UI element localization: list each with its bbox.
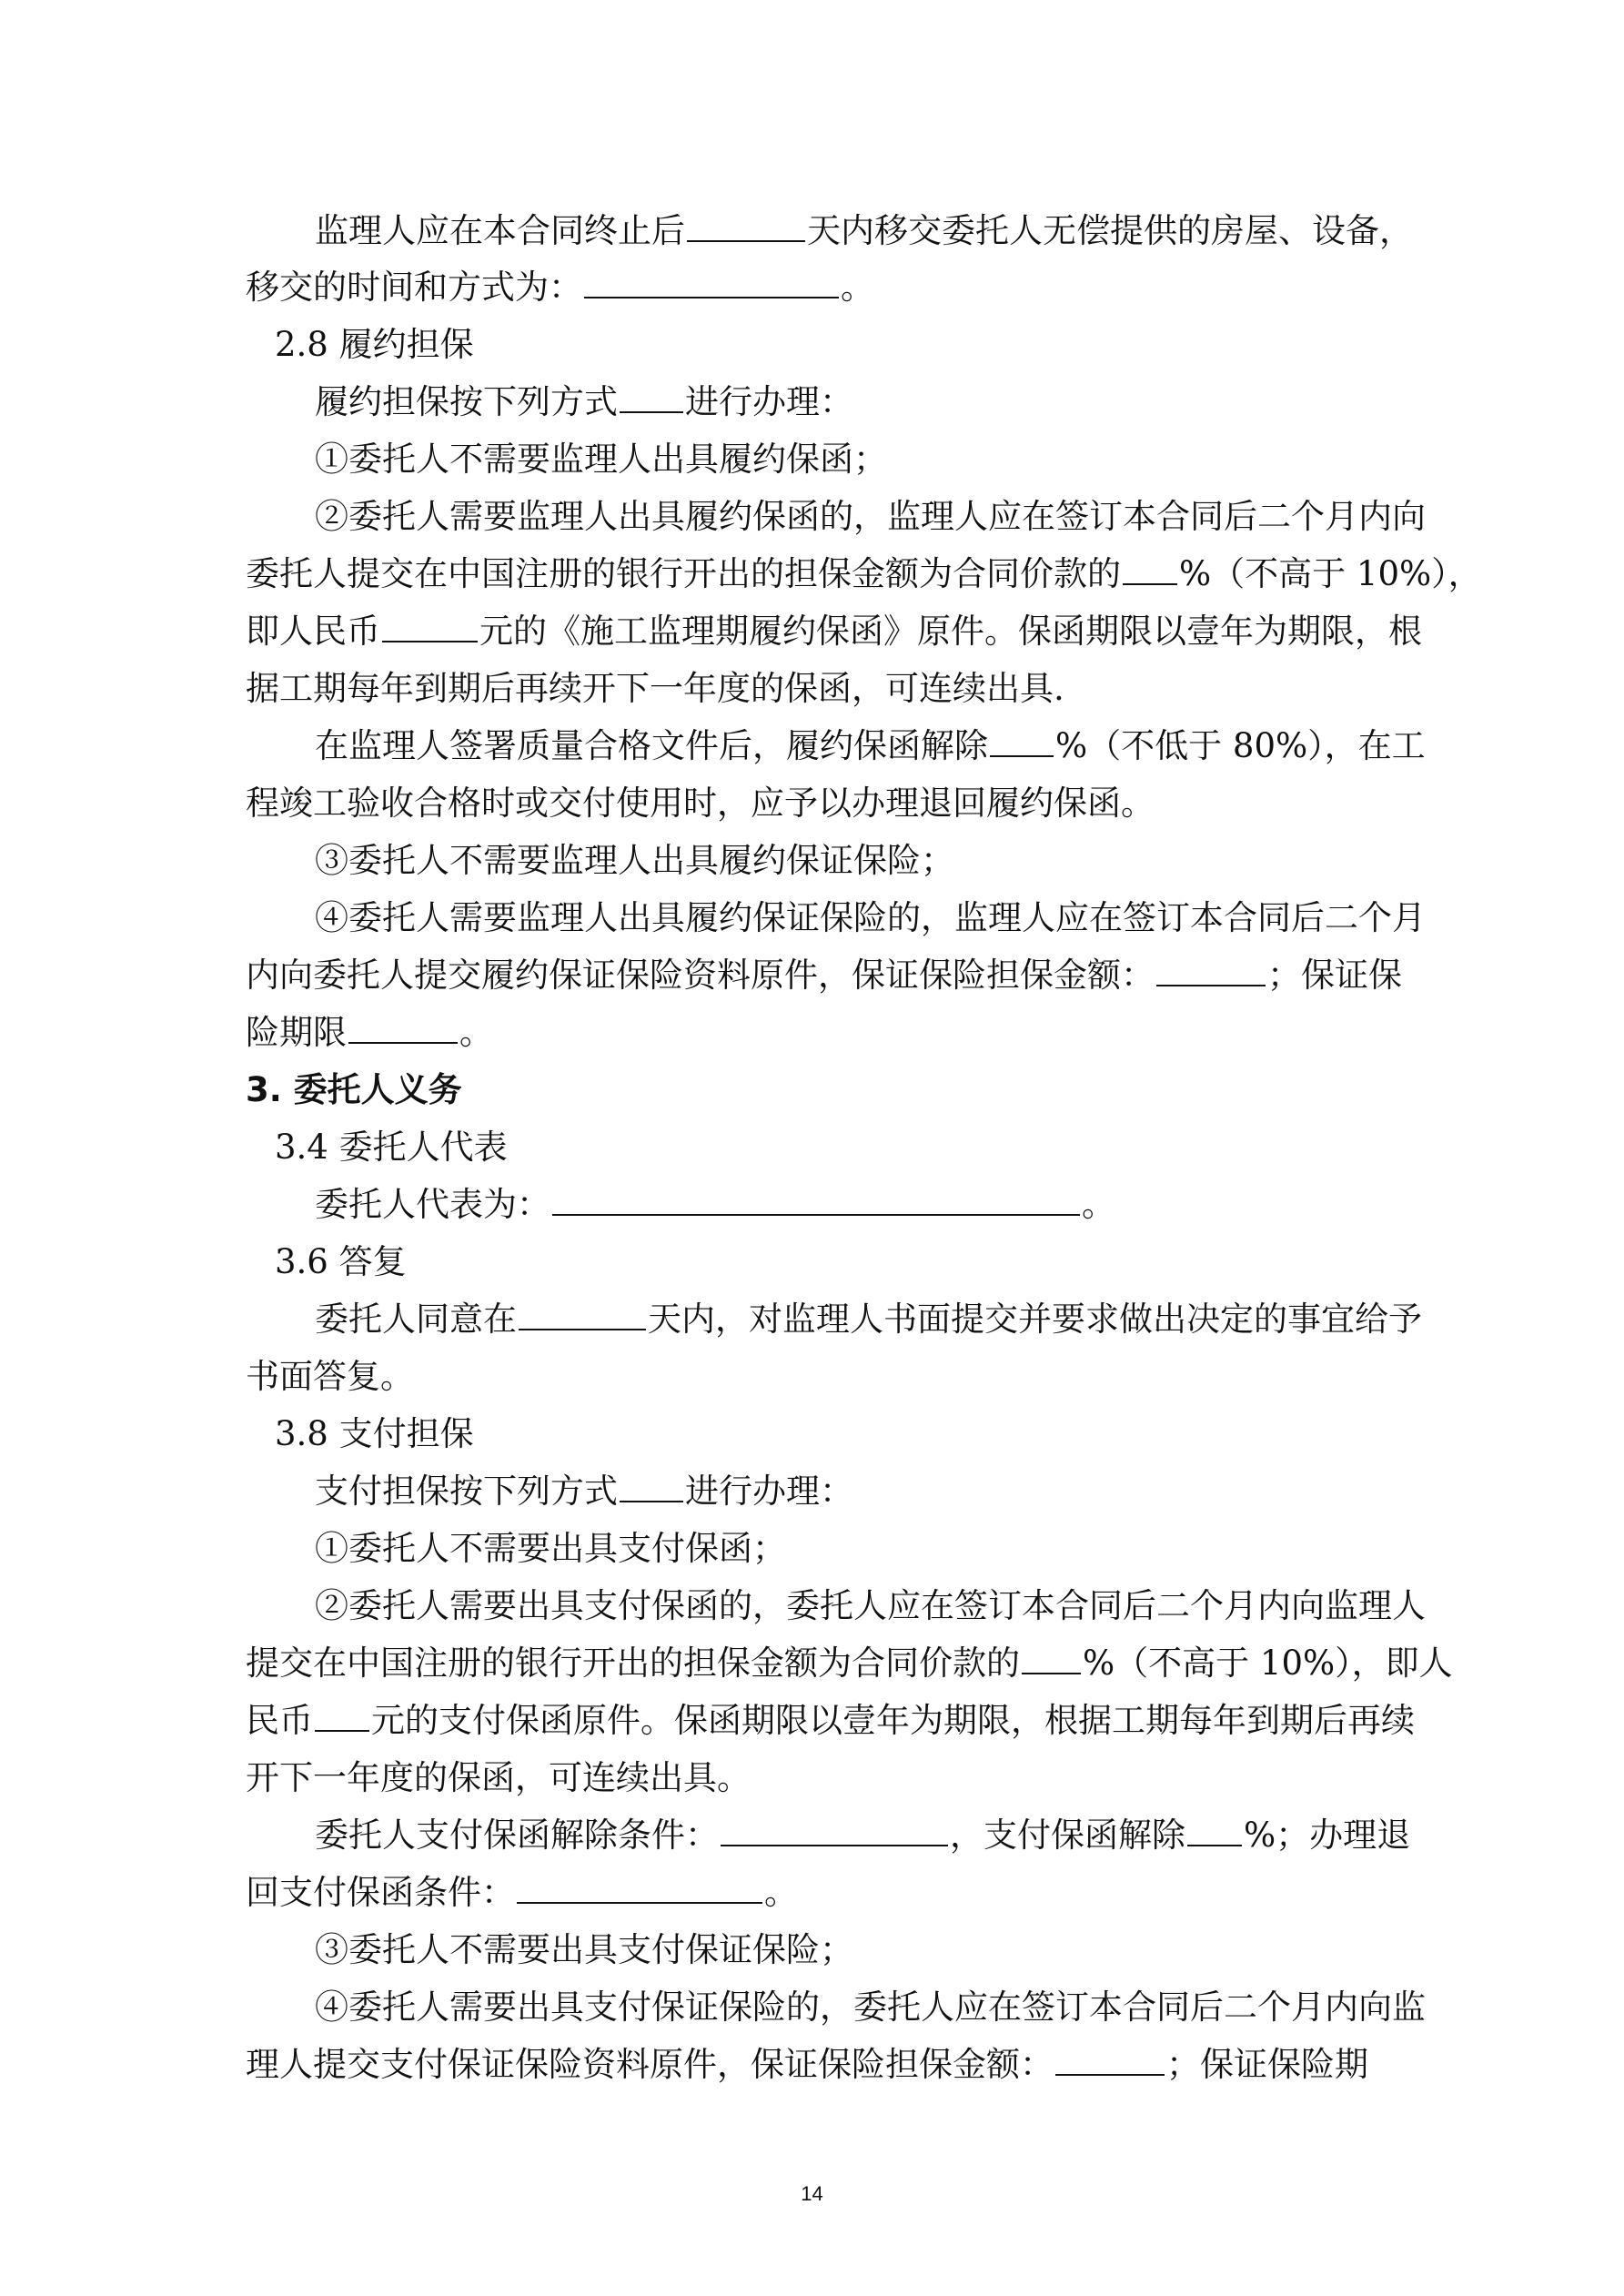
text-line (315, 1584, 1426, 1628)
text-line (246, 1871, 798, 1915)
text-segment: ③委托人不需要出具支付保证保险； (315, 1930, 853, 1969)
text-segment: 履约担保按下列方式 (315, 382, 618, 421)
fill-blank (552, 1187, 1080, 1216)
text-line (246, 610, 1422, 653)
text-segment: 书面答复。 (246, 1357, 414, 1396)
text-line (246, 667, 1064, 711)
text-segment: 进行办理： (685, 1472, 853, 1511)
fill-blank (721, 1817, 948, 1846)
text-segment: 委托人提交在中国注册的银行开出的担保金额为合同价款的 (246, 554, 1121, 593)
fill-blank (1187, 1817, 1242, 1846)
text-segment: ；保证保险期 (1166, 2045, 1368, 2084)
text-segment: %（不高于 10%），即人 (1083, 1644, 1453, 1683)
text-line (315, 1183, 1115, 1227)
text-line (246, 552, 1482, 596)
text-line (246, 266, 874, 309)
text-segment: ①委托人不需要出具支付保函； (315, 1529, 786, 1568)
text-segment: 民币 (246, 1701, 313, 1740)
section-heading (275, 1412, 474, 1456)
text-segment: ④委托人需要出具支付保证保险的，委托人应在签订本合同后二个月内向监 (315, 1988, 1426, 2027)
fill-blank (1055, 2047, 1165, 2076)
text-line (315, 495, 1426, 539)
text-segment: %（不低于 80%），在工 (1055, 726, 1426, 765)
text-segment: 3.6 答复 (275, 1242, 407, 1281)
text-segment: 。 (841, 268, 874, 307)
text-line (246, 1642, 1453, 1685)
fill-blank (620, 1473, 683, 1502)
text-segment: 移交的时间和方式为： (246, 268, 582, 307)
text-segment: 内向委托人提交履约保证保险资料原件，保证保险担保金额： (246, 956, 1155, 995)
fill-blank (1156, 957, 1266, 986)
text-segment: 元的支付保函原件。保函期限以壹年为期限，根据工期每年到期后再续 (371, 1701, 1415, 1740)
text-line (315, 1986, 1426, 2029)
fill-blank (1123, 556, 1177, 585)
text-line (246, 1756, 751, 1800)
text-segment: 天内移交委托人无偿提供的房屋、设备， (807, 211, 1413, 250)
text-line (315, 724, 1426, 768)
text-segment: 。 (1082, 1185, 1115, 1224)
text-segment: 3.4 委托人代表 (275, 1128, 508, 1167)
fill-blank (620, 384, 683, 413)
text-segment: 在监理人签署质量合格文件后，履约保函解除 (315, 726, 988, 765)
text-segment: 开下一年度的保函，可连续出具。 (246, 1758, 751, 1797)
text-line (315, 839, 954, 883)
text-line (246, 782, 1155, 825)
text-line (246, 2043, 1368, 2087)
text-segment: ②委托人需要监理人出具履约保函的，监理人应在签订本合同后二个月内向 (315, 497, 1426, 536)
text-segment: 委托人代表为： (315, 1185, 550, 1224)
fill-blank (584, 269, 839, 298)
fill-blank (990, 728, 1054, 757)
fill-blank (687, 213, 805, 242)
fill-blank (517, 1875, 762, 1904)
text-line (315, 438, 887, 481)
text-segment: 支付担保按下列方式 (315, 1472, 618, 1511)
text-line (315, 1527, 786, 1571)
text-segment: %（不高于 10%）， (1179, 554, 1482, 593)
text-segment: 程竣工验收合格时或交付使用时，应予以办理退回履约保函。 (246, 784, 1155, 823)
text-segment: ①委托人不需要监理人出具履约保函； (315, 440, 887, 479)
text-line (246, 1011, 493, 1055)
text-line (315, 209, 1413, 253)
section-heading (275, 323, 474, 367)
fill-blank (519, 1301, 646, 1330)
text-segment: 2.8 履约担保 (275, 325, 474, 364)
text-segment: 险期限 (246, 1013, 347, 1052)
text-line (315, 1298, 1422, 1341)
text-segment: 3. 委托人义务 (246, 1070, 462, 1109)
text-line (315, 380, 853, 424)
text-segment: %；办理退 (1244, 1816, 1411, 1855)
text-segment: 。 (459, 1013, 493, 1052)
text-line (246, 1355, 414, 1399)
text-segment: 委托人同意在 (315, 1300, 517, 1339)
text-line (315, 1928, 853, 1972)
text-segment: 即人民币 (246, 612, 380, 651)
text-segment: 回支付保函条件： (246, 1873, 515, 1912)
section-heading (275, 1240, 407, 1284)
text-segment: 提交在中国注册的银行开出的担保金额为合同价款的 (246, 1644, 1020, 1683)
section-heading (275, 1126, 508, 1169)
text-segment: ，支付保函解除 (950, 1816, 1185, 1855)
text-segment: ③委托人不需要监理人出具履约保证保险； (315, 841, 954, 880)
text-segment: ②委托人需要出具支付保函的，委托人应在签订本合同后二个月内向监理人 (315, 1586, 1426, 1625)
fill-blank (382, 613, 478, 642)
text-segment: 3.8 支付担保 (275, 1414, 474, 1453)
fill-blank (1022, 1645, 1081, 1674)
text-segment: ；保证保 (1267, 956, 1402, 995)
text-segment: 委托人支付保函解除条件： (315, 1816, 719, 1855)
page-number: 14 (801, 2182, 823, 2205)
text-line (315, 896, 1426, 940)
text-line (246, 1699, 1415, 1743)
text-segment: 天内，对监理人书面提交并要求做出决定的事宜给予 (648, 1300, 1422, 1339)
text-segment: 理人提交支付保证保险资料原件，保证保险担保金额： (246, 2045, 1054, 2084)
text-segment: ④委托人需要监理人出具履约保证保险的，监理人应在签订本合同后二个月 (315, 898, 1426, 937)
text-segment: 。 (764, 1873, 798, 1912)
text-line (246, 954, 1402, 997)
text-line (315, 1470, 853, 1513)
text-segment: 监理人应在本合同终止后 (315, 211, 685, 250)
text-segment: 据工期每年到期后再续开下一年度的保函，可连续出具. (246, 669, 1064, 708)
chapter-heading (246, 1068, 462, 1112)
text-segment: 进行办理： (685, 382, 853, 421)
fill-blank (348, 1015, 458, 1044)
fill-blank (315, 1703, 369, 1732)
text-segment: 元的《施工监理期履约保函》原件。保函期限以壹年为期限，根 (479, 612, 1422, 651)
text-line (315, 1814, 1410, 1857)
